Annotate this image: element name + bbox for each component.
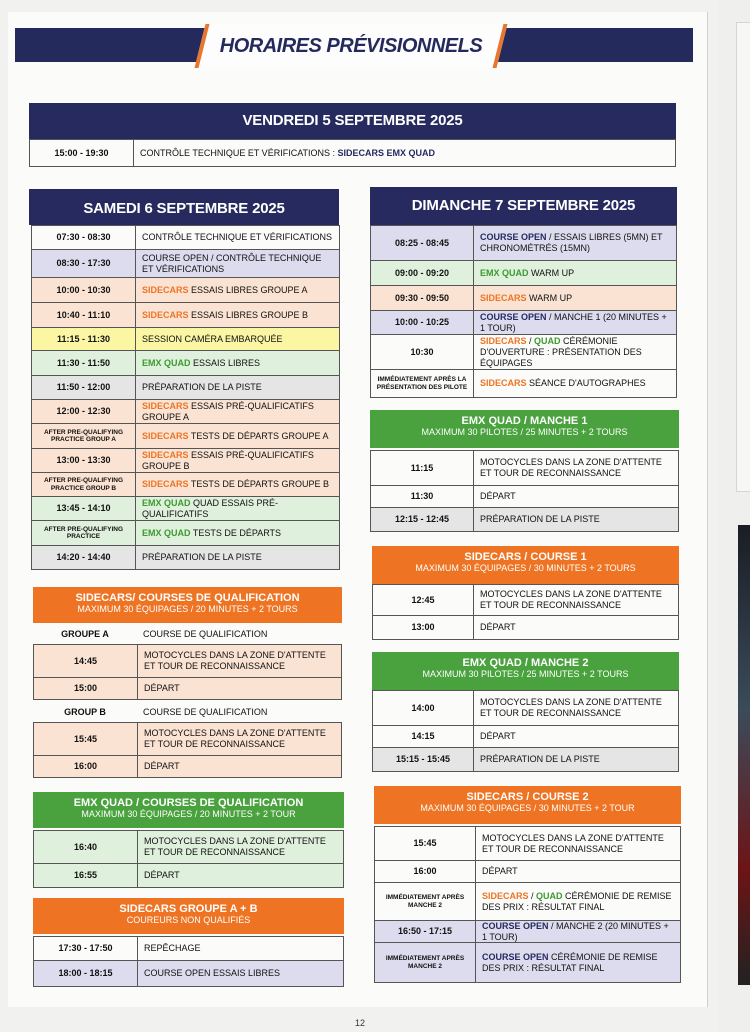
schedule-row [33,722,342,756]
group-text: COURSE DE QUALIFICATION [143,707,268,717]
schedule-row [370,508,679,532]
desc-content [142,310,308,321]
time-cell: 12:15 - 12:45 [371,508,474,531]
m2-header [372,652,679,690]
desc-text: MOTOCYCLES DANS LA ZONE D'ATTENTE ET TOUR DE RECONNAISSANCE [144,836,326,857]
desc-text: CÉRÉMONIE DE REMISE DES PRIX : RÉSULTAT FINAL [482,890,672,912]
desc-content: SIDECARS / QUAD CÉRÉMONIE DE REMISE DES PRIX : RÉSULTAT FINAL [482,890,672,912]
desc-cell [474,486,678,507]
category-label: SIDECARS [480,292,527,303]
desc-text: MOTOCYCLES DANS LA ZONE D'ATTENTE ET TOUR DE RECONNAISSANCE [144,650,326,671]
section-subtitle: MAXIMUM 30 ÉQUIPAGES / 30 MINUTES + 2 TOURS [415,563,636,573]
desc-text: MOTOCYCLES DANS LA ZONE D'ATTENTE ET TOUR DE RECONNAISSANCE [480,697,662,718]
schedule-row [31,376,340,400]
desc-content [482,833,676,855]
desc-content [480,589,674,611]
section-subtitle: MAXIMUM 30 PILOTES / 25 MINUTES + 2 TOURS [422,669,629,679]
desc-content [480,312,672,334]
section-title: EMX QUAD / MANCHE 2 [462,657,589,669]
sunday-header: DIMANCHE 7 SEPTEMBRE 2025 [370,187,677,225]
desc-cell [136,351,339,375]
desc-content [144,943,201,954]
schedule-row [33,961,344,987]
section-title: EMX QUAD / MANCHE 1 [461,415,588,427]
section-title: SIDECARS / COURSE 1 [464,551,587,563]
category-label: QUAD [534,335,561,346]
time-cell: 11:15 [371,451,474,485]
desc-content [142,528,281,539]
desc-text: CONTRÔLE TECHNIQUE ET VÉRIFICATIONS : [140,147,336,158]
time-cell: 11:30 - 11:50 [32,351,136,375]
desc-text: DÉPART [480,491,516,501]
desc-cell [474,691,678,725]
desc-content [144,728,337,750]
desc-cell [476,943,680,982]
desc-content [142,232,332,243]
desc-text: / MANCHE 1 (20 MINUTES + 1 TOUR) [480,311,667,333]
schedule-row [374,883,681,921]
time-cell: 11:50 - 12:00 [32,376,136,399]
desc-cell [474,335,676,369]
desc-text: DÉPART [144,683,180,693]
time-cell: 11:15 - 11:30 [32,328,136,350]
category-label: SIDECARS [142,449,189,460]
section-title: SIDECARS / COURSE 2 [466,791,589,803]
desc-text: ESSAIS PRÉ-QUALIFICATIFS GROUPE B [142,449,314,471]
time-cell: 10:30 [371,335,474,369]
desc-text: DÉPART [480,731,516,741]
section-subtitle: COUREURS NON QUALIFIÉS [126,915,251,925]
desc-content [480,293,572,304]
desc-cell [138,756,341,777]
category-label: EMX QUAD [142,497,191,508]
desc-cell [138,864,343,887]
group-a-row [33,624,342,644]
desc-content [144,836,339,858]
time-cell: 13:45 - 14:10 [32,497,136,520]
schedule-row [31,278,340,303]
schedule-row [33,830,344,864]
desc-cell [136,376,339,399]
schedule-row [31,400,340,424]
desc-cell [474,370,676,397]
schedule-row [31,497,340,521]
category-label: EMX QUAD [480,267,529,278]
desc-content [480,754,600,765]
desc-text: DÉPART [144,870,180,880]
time-cell: 09:00 - 09:20 [371,261,474,285]
desc-cell [136,521,339,545]
desc-cell [138,678,341,699]
time-cell: 14:20 - 14:40 [32,546,136,569]
desc-content [480,457,674,479]
schedule-row [31,351,340,376]
desc-content [142,498,335,520]
group-text: COURSE DE QUALIFICATION [143,629,268,639]
m1-header [370,410,679,448]
desc-cell [136,328,339,350]
desc-text: WARM UP [528,267,575,278]
page-title: HORAIRES PRÉVISIONNELS [219,35,483,57]
desc-text: ESSAIS LIBRES GROUPE A [188,284,308,295]
category-label: COURSE OPEN [480,232,547,242]
desc-cell [136,250,339,277]
category-label: SIDECARS [142,430,189,441]
desc-text: TESTS DE DÉPARTS GROUPE B [188,479,330,489]
desc-cell [476,921,680,942]
desc-content [144,650,337,672]
desc-cell [474,286,676,310]
desc-text: DÉPART [144,761,180,771]
section-subtitle: MAXIMUM 30 ÉQUIPAGES / 20 MINUTES + 2 TOUR [81,809,296,819]
desc-content [142,479,329,490]
desc-text: ESSAIS PRÉ-QUALIFICATIFS GROUPE A [142,400,314,422]
desc-highlight: SIDECARS EMX QUAD [337,147,436,158]
desc-cell [136,473,339,496]
adjacent-page-photo [738,525,750,985]
desc-cell [476,883,680,920]
desc-text: PRÉPARATION DE LA PISTE [480,514,600,524]
schedule-row [31,521,340,546]
group-b-row [33,702,342,722]
group-label: GROUP B [64,707,106,717]
desc-content [142,253,335,275]
desc-content [142,552,262,563]
category-label: SIDECARS [142,309,189,320]
desc-content [144,968,280,979]
desc-cell [474,585,678,615]
desc-cell [136,400,339,423]
desc-content [142,334,283,345]
schedule-row [372,748,679,772]
time-cell: 16:40 [34,831,138,863]
desc-cell [138,645,341,677]
desc-cell [474,726,678,747]
desc-cell [138,937,343,960]
schedule-row [31,225,340,250]
desc-text: QUAD ESSAIS PRÉ-QUALIFICATIFS [142,497,279,519]
schedule-row [33,644,342,678]
desc-cell [136,303,339,327]
c2-header [374,786,681,824]
section-title: EMX QUAD / COURSES DE QUALIFICATION [73,797,304,809]
desc-text: PRÉPARATION DE LA PISTE [142,552,262,562]
schedule-row [33,936,344,961]
category-label: COURSE OPEN [480,311,547,322]
time-cell: 10:00 - 10:25 [371,311,474,334]
desc-text: TESTS DE DÉPARTS [190,527,282,538]
desc-content: SIDECARS / QUAD CÉRÉMONIE D'OUVERTURE : PRÉSENTATION DES ÉQUIPAGES [480,335,642,368]
schedule-row [33,678,342,700]
schedule-row [370,311,677,335]
sc-quali-header [33,587,342,623]
category-label: EMX QUAD [142,357,191,368]
time-cell: 11:30 [371,486,474,507]
desc-content [144,683,180,694]
desc-content [144,761,180,772]
desc-content [142,285,308,296]
desc-cell [136,226,339,249]
schedule-row [370,225,677,261]
desc-content [142,401,335,423]
time-cell: 08:30 - 17:30 [32,250,136,277]
category-label: EMX QUAD [142,527,191,538]
desc-cell [134,140,675,166]
time-cell: IMMÉDIATEMENT APRÈS LA PRÉSENTATION DES PILOTE [371,370,474,397]
desc-content [142,431,329,442]
time-cell: 15:15 - 15:45 [373,748,474,771]
friday-header: VENDREDI 5 SEPTEMBRE 2025 [29,103,676,139]
schedule-row [370,286,677,311]
desc-cell [474,311,676,334]
time-cell: 14:00 [373,691,474,725]
time-cell: IMMÉDIATEMENT APRÈS MANCHE 2 [375,943,476,982]
time-cell: 16:50 - 17:15 [375,921,476,942]
desc-text: / ESSAIS LIBRES (5MN) ET CHRONOMÉTRÉS (15MN) [480,232,663,253]
schedule-row [370,335,677,370]
desc-text: TESTS DE DÉPARTS GROUPE A [188,430,329,441]
category-label: QUAD [536,890,563,901]
time-cell: AFTER PRE-QUALIFYING PRACTICE GROUP A [32,424,136,448]
schedule-row [31,473,340,497]
group-label: GROUPE A [61,629,109,639]
desc-text: REPÊCHAGE [144,943,201,953]
time-cell: 14:15 [373,726,474,747]
desc-cell [136,278,339,302]
desc-text: WARM UP [526,292,573,303]
desc-text: COURSE OPEN ESSAIS LIBRES [144,968,281,978]
category-label: SIDECARS [142,284,189,295]
desc-cell [476,827,680,860]
desc-content [142,358,260,369]
time-cell: 12:00 - 12:30 [32,400,136,423]
category-label: SIDECARS [142,400,189,411]
desc-content [482,952,676,974]
desc-content [480,232,672,254]
schedule-row [372,726,679,748]
desc-text: CONTRÔLE TECHNIQUE ET VÉRIFICATIONS [142,232,333,242]
time-cell: 15:00 [34,678,138,699]
time-cell: AFTER PRE-QUALIFYING PRACTICE GROUP B [32,473,136,496]
schedule-row [372,690,679,726]
section-subtitle: MAXIMUM 30 ÉQUIPAGES / 20 MINUTES + 2 TOURS [77,604,298,614]
category-label: COURSE OPEN [482,920,549,931]
desc-text: SÉANCE D'AUTOGRAPHES [526,378,646,388]
time-cell: 12:45 [373,585,474,615]
adjacent-page-box [736,22,750,492]
time-cell: 16:55 [34,864,138,887]
section-title: SIDECARS GROUPE A + B [119,903,258,915]
desc-text: SESSION CAMÉRA EMBARQUÉE [142,333,283,344]
desc-cell [474,226,676,260]
desc-text: ESSAIS LIBRES GROUPE B [188,309,309,320]
section-subtitle: MAXIMUM 30 ÉQUIPAGES / 30 MINUTES + 2 TOUR [420,803,635,813]
desc-content [142,382,262,393]
page-number: 12 [355,1018,366,1028]
schedule-row [370,486,679,508]
time-cell: 10:40 - 11:10 [32,303,136,327]
desc-text: MOTOCYCLES DANS LA ZONE D'ATTENTE ET TOUR DE RECONNAISSANCE [144,728,326,749]
desc-text: DÉPART [480,622,516,632]
schedule-row [33,864,344,888]
desc-content [482,866,518,877]
time-cell: 10:00 - 10:30 [32,278,136,302]
desc-cell [474,261,676,285]
c1-header [372,546,679,584]
desc-content [480,491,516,502]
desc-content [480,268,574,279]
category-label: SIDECARS [142,479,189,489]
friday-row [29,139,676,167]
group-ab-header [33,898,344,934]
time-cell: AFTER PRE-QUALIFYING PRACTICE [32,521,136,545]
desc-cell [136,449,339,472]
time-cell: IMMÉDIATEMENT APRÈS MANCHE 2 [375,883,476,920]
schedule-row [370,450,679,486]
desc-text: MOTOCYCLES DANS LA ZONE D'ATTENTE ET TOUR DE RECONNAISSANCE [482,832,664,854]
schedule-row [31,424,340,449]
desc-text: PRÉPARATION DE LA PISTE [142,382,262,392]
category-label: SIDECARS [480,335,527,346]
desc-content [144,870,180,881]
desc-cell [138,723,341,755]
desc-cell [474,508,678,531]
time-cell: 08:25 - 08:45 [371,226,474,260]
desc-content [480,622,516,633]
desc-text: COURSE OPEN / CONTRÔLE TECHNIQUE ET VÉRIFICATIONS [142,252,322,274]
section-subtitle: MAXIMUM 30 PILOTES / 25 MINUTES + 2 TOURS [421,427,628,437]
desc-text: / MANCHE 2 (20 MINUTES + 1 TOUR) [482,920,669,942]
time-cell: 13:00 - 13:30 [32,449,136,472]
desc-cell [474,748,678,771]
schedule-row [31,449,340,473]
time-cell: 14:45 [34,645,138,677]
time-cell: 09:30 - 09:50 [371,286,474,310]
schedule-row [33,756,342,778]
schedule-row [372,616,679,640]
desc-text: MOTOCYCLES DANS LA ZONE D'ATTENTE ET TOUR DE RECONNAISSANCE [480,457,662,478]
section-title: SIDECARS/ COURSES DE QUALIFICATION [75,592,300,604]
emx-quali-header [33,792,344,828]
schedule-row [372,584,679,616]
time-cell: 16:00 [34,756,138,777]
schedule-row [374,921,681,943]
desc-content [142,450,335,472]
time-cell: 07:30 - 08:30 [32,226,136,249]
desc-cell [474,451,678,485]
schedule-row [31,303,340,328]
desc-text: DÉPART [482,866,518,876]
desc-cell [136,497,339,520]
desc-content [480,697,674,719]
time-cell: 15:45 [34,723,138,755]
desc-text: MOTOCYCLES DANS LA ZONE D'ATTENTE ET TOUR DE RECONNAISSANCE [480,589,662,610]
time-cell: 13:00 [373,616,474,639]
desc-content [482,921,676,943]
schedule-row [31,328,340,351]
desc-text: ESSAIS LIBRES [190,357,261,368]
schedule-row [31,546,340,570]
schedule-row [370,370,677,398]
desc-cell [136,546,339,569]
time-cell: 15:45 [375,827,476,860]
category-label: SIDECARS [482,890,529,901]
schedule-row [374,943,681,983]
time-cell: 17:30 - 17:50 [34,937,138,960]
time-cell: 18:00 - 18:15 [34,961,138,986]
desc-cell [474,616,678,639]
schedule-row [31,250,340,278]
desc-cell [138,831,343,863]
desc-content [480,378,646,389]
time-cell: 15:00 - 19:30 [30,140,134,166]
schedule-row [370,261,677,286]
schedule-row [374,861,681,883]
schedule-row [374,826,681,861]
category-label: SIDECARS [480,378,527,388]
saturday-header: SAMEDI 6 SEPTEMBRE 2025 [29,189,339,225]
desc-text: CÉRÉMONIE DE REMISE DES PRIX : RÉSULTAT FINAL [482,951,658,973]
desc-cell [138,961,343,986]
desc-content [480,514,600,525]
category-label: COURSE OPEN [482,951,549,962]
desc-text: PRÉPARATION DE LA PISTE [480,754,600,764]
desc-cell [136,424,339,448]
desc-content [480,731,516,742]
time-cell: 16:00 [375,861,476,882]
desc-cell [476,861,680,882]
desc-text: CÉRÉMONIE D'OUVERTURE : PRÉSENTATION DES ÉQUIPAGES [480,335,642,368]
